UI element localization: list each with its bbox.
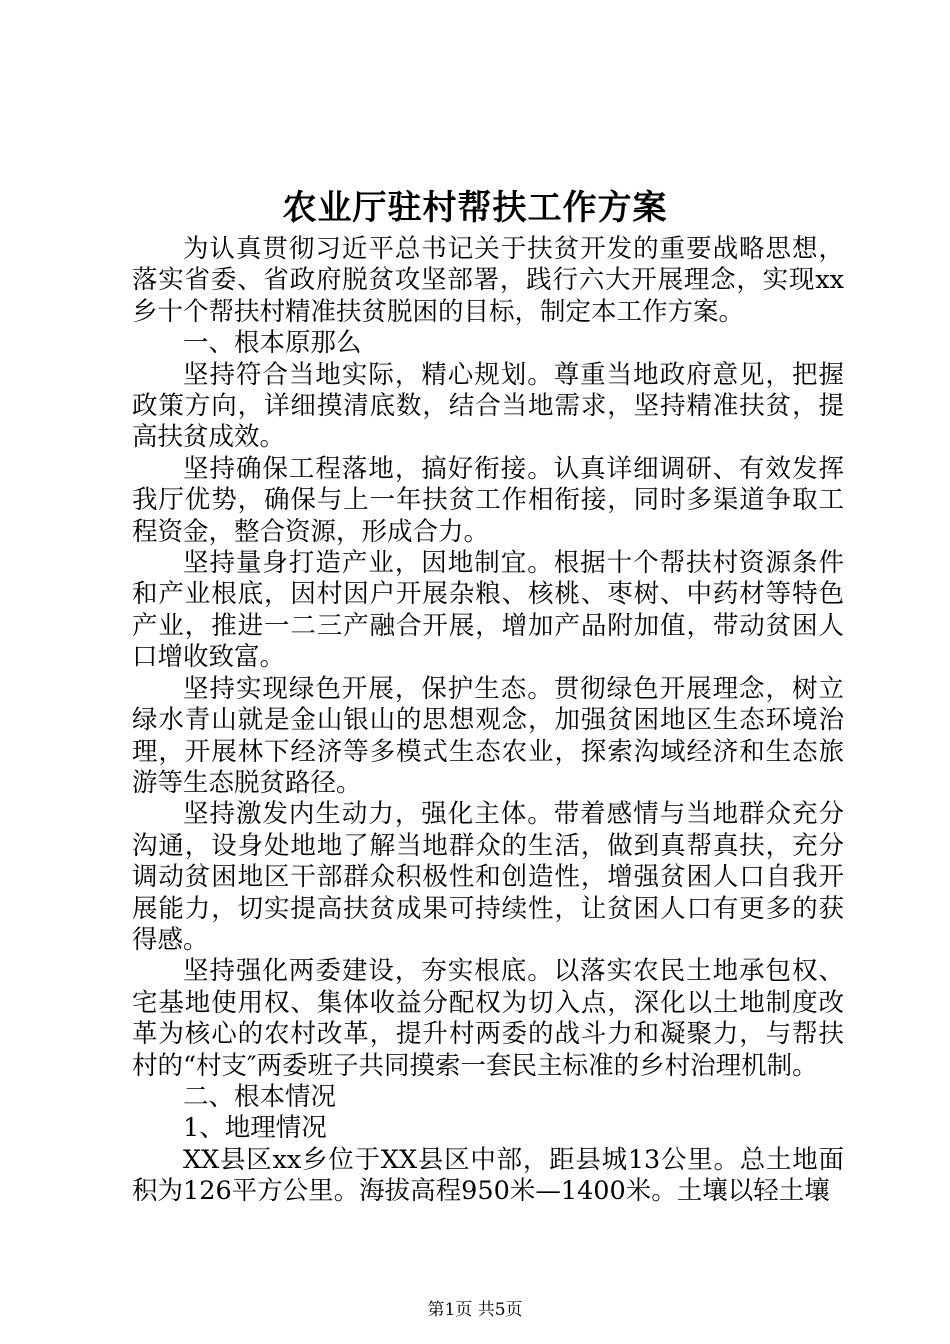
paragraph-intro: 为认真贯彻习近平总书记关于扶贫开发的重要战略思想，落实省委、省政府脱贫攻坚部署，践行六大开展理念，实现xx乡十个帮扶村精准扶贫脱困的目标，制定本工作方案。 xyxy=(132,234,844,327)
paragraph-principle-5: 坚持激发内生动力，强化主体。带着感情与当地群众充分沟通，设身处地地了解当地群众的生活，做到真帮真扶，充分调动贫困地区干部群众积极性和创造性，增强贫困人口自我开展能力，切实提高扶贫成果可持续性，让贫困人口有更多的获得感。 xyxy=(132,799,844,955)
paragraph-principle-2: 坚持确保工程落地，搞好衔接。认真详细调研、有效发挥我厅优势，确保与上一年扶贫工作相衔接，同时多渠道争取工程资金，整合资源，形成合力。 xyxy=(132,453,844,547)
section-heading-principles: 一、根本原那么 xyxy=(183,328,362,359)
subsection-heading-geography: 1、地理情况 xyxy=(183,1113,327,1144)
section-heading-basic-situation: 二、根本情况 xyxy=(183,1081,337,1112)
paragraph-principle-4: 坚持实现绿色开展，保护生态。贯彻绿色开展理念，树立绿水青山就是金山银山的思想观念，加强贫困地区生态环境治理，开展林下经济等多模式生态农业，探索沟域经济和生态旅游等生态脱贫路径。 xyxy=(132,673,844,798)
paragraph-principle-3: 坚持量身打造产业，因地制宜。根据十个帮扶村资源条件和产业根底，因村因户开展杂粮、核桃、枣树、中药材等特色产业，推进一二三产融合开展，增加产品附加值，带动贫困人口增收致富。 xyxy=(132,548,844,673)
document-body xyxy=(132,234,844,1208)
paragraph-principle-6: 坚持强化两委建设，夯实根底。以落实农民土地承包权、宅基地使用权、集体收益分配权为切入点，深化以土地制度改革为核心的农村改革，提升村两委的战斗力和凝聚力，与帮扶村的“村支″两委班子共同摸索一套民主标准的乡村治理机制。 xyxy=(132,956,844,1081)
document-title: 农业厅驻村帮扶工作方案 xyxy=(282,188,668,228)
paragraph-principle-1: 坚持符合当地实际，精心规划。尊重当地政府意见，把握政策方向，详细摸清底数，结合当地需求，坚持精准扶贫，提高扶贫成效。 xyxy=(132,359,844,453)
page-footer: 第1页 共5页 xyxy=(427,1300,523,1320)
paragraph-geography: XX县区xx乡位于XX县区中部，距县城13公里。总土地面积为126平方公里。海拔高程950米—1400米。土壤以轻土壤 xyxy=(132,1144,844,1207)
